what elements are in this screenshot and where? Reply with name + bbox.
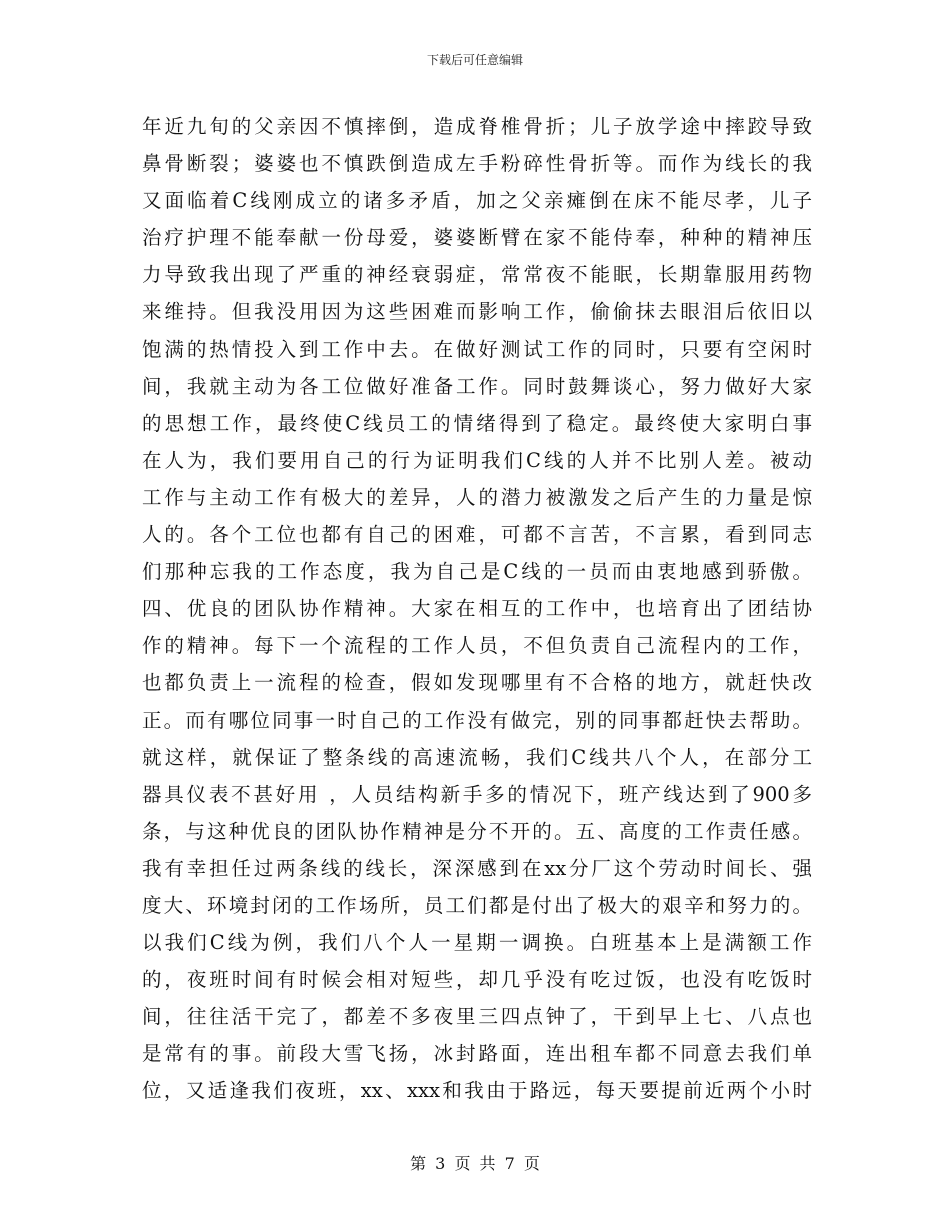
body-line: 人的。各个工位也都有自己的困难，可都不言苦，不言累，看到同志	[142, 523, 812, 547]
body-line: 正。而有哪位同事一时自己的工作没有做完，别的同事都赶快去帮助。	[142, 708, 812, 732]
body-line: 就这样，就保证了整条线的高速流畅，我们C线共八个人，在部分工	[142, 745, 812, 769]
body-line: 鼻骨断裂；婆婆也不慎跌倒造成左手粉碎性骨折等。而作为线长的我	[142, 152, 812, 176]
body-line: 在人为，我们要用自己的行为证明我们C线的人并不比别人差。被动	[142, 448, 812, 472]
body-line: 间，我就主动为各工位做好准备工作。同时鼓舞谈心，努力做好大家	[142, 374, 812, 398]
body-line: 也都负责上一流程的检查，假如发现哪里有不合格的地方，就赶快改	[142, 671, 812, 695]
page-number-footer: 第 3 页 共 7 页	[410, 1154, 540, 1173]
body-line: 工作与主动工作有极大的差异，人的潜力被激发之后产生的力量是惊	[142, 485, 812, 509]
body-line: 是常有的事。前段大雪飞扬，冰封路面，连出租车都不同意去我们单	[142, 1042, 812, 1066]
body-line: 又面临着C线刚成立的诸多矛盾，加之父亲瘫倒在床不能尽孝，儿子	[142, 189, 812, 213]
body-line: 器具仪表不甚好用 ，人员结构新手多的情况下，班产线达到了900多	[142, 782, 812, 806]
document-body	[142, 108, 812, 1110]
body-line: 度大、环境封闭的工作场所，员工们都是付出了极大的艰辛和努力的。	[142, 893, 812, 917]
body-line: 四、优良的团队协作精神。大家在相互的工作中，也培育出了团结协	[142, 597, 812, 621]
body-line: 饱满的热情投入到工作中去。在做好测试工作的同时，只要有空闲时	[142, 337, 812, 361]
body-line: 的，夜班时间有时候会相对短些，却几乎没有吃过饭，也没有吃饭时	[142, 968, 812, 992]
body-line: 的思想工作，最终使C线员工的情绪得到了稳定。最终使大家明白事	[142, 411, 812, 435]
body-line: 年近九旬的父亲因不慎摔倒，造成脊椎骨折；儿子放学途中摔跤导致	[142, 115, 812, 138]
body-line: 治疗护理不能奉献一份母爱，婆婆断臂在家不能侍奉，种种的精神压	[142, 226, 812, 250]
body-line: 来维持。但我没用因为这些困难而影响工作，偷偷抹去眼泪后依旧以	[142, 300, 812, 324]
body-line: 条，与这种优良的团队协作精神是分不开的。五、高度的工作责任感。	[142, 819, 812, 843]
body-line: 以我们C线为例，我们八个人一星期一调换。白班基本上是满额工作	[142, 931, 812, 955]
body-line: 间，往往活干完了，都差不多夜里三四点钟了，干到早上七、八点也	[142, 1005, 812, 1029]
body-line: 力导致我出现了严重的神经衰弱症，常常夜不能眠，长期靠服用药物	[142, 263, 812, 287]
body-line: 作的精神。每下一个流程的工作人员，不但负责自己流程内的工作，	[142, 634, 812, 658]
body-line: 我有幸担任过两条线的线长，深深感到在xx分厂这个劳动时间长、强	[142, 856, 812, 880]
page-header-note: 下载后可任意编辑	[426, 53, 523, 67]
body-line: 位，又适逢我们夜班，xx、xxx和我由于路远，每天要提前近两个小时	[142, 1079, 812, 1103]
body-line: 们那种忘我的工作态度，我为自己是C线的一员而由衷地感到骄傲。	[142, 560, 812, 584]
